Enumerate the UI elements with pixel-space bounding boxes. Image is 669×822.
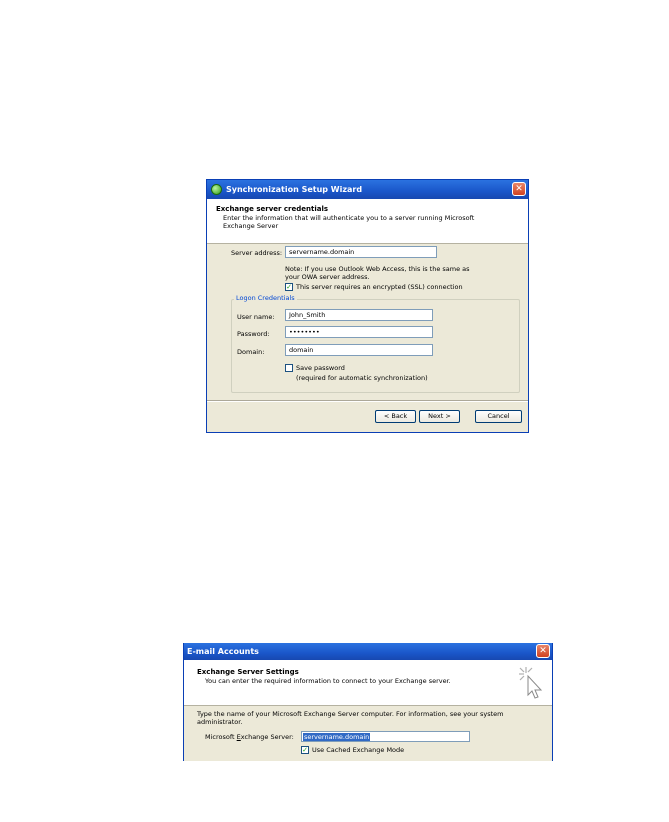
wizard-title: Synchronization Setup Wizard <box>226 185 363 194</box>
save-password-checkbox[interactable] <box>285 364 293 372</box>
cached-mode-label: Use Cached Exchange Mode <box>312 746 405 754</box>
username-label: User name: <box>237 313 275 321</box>
email-accounts-title: E-mail Accounts <box>187 647 259 656</box>
ssl-label: This server requires an encrypted (SSL) connection <box>296 283 463 291</box>
owa-note: Note: If you use Outlook Web Access, this is the same as your OWA server address. <box>285 265 470 281</box>
sync-wizard-window <box>206 179 529 433</box>
cancel-button[interactable]: Cancel <box>475 410 522 423</box>
server-address-input[interactable]: servername.domain <box>285 246 437 258</box>
cursor-sparkle-icon <box>517 665 545 701</box>
exchange-server-label: Microsoft Exchange Server: <box>205 733 294 741</box>
exchange-instructions: Type the name of your Microsoft Exchange Server computer. For information, see your system administrator. <box>197 710 504 726</box>
password-label: Password: <box>237 330 270 338</box>
ssl-checkbox[interactable]: ✓ <box>286 283 292 291</box>
email-accounts-header <box>184 660 552 706</box>
wizard-titlebar[interactable] <box>207 180 528 199</box>
domain-label: Domain: <box>237 348 265 356</box>
close-icon[interactable]: ✕ <box>536 644 550 658</box>
close-icon[interactable]: ✕ <box>512 182 526 196</box>
username-input[interactable]: John_Smith <box>285 309 433 321</box>
domain-input[interactable]: domain <box>285 344 433 356</box>
wizard-header-title: Exchange server credentials <box>216 205 329 213</box>
exchange-settings-title: Exchange Server Settings <box>197 668 299 676</box>
exchange-server-value: servername.domain <box>304 733 370 741</box>
next-button[interactable]: Next > <box>419 410 460 423</box>
back-button[interactable]: < Back <box>375 410 416 423</box>
sync-icon <box>211 184 222 195</box>
wizard-header <box>207 199 528 244</box>
email-accounts-window <box>183 643 553 761</box>
password-input[interactable]: •••••••• <box>285 326 433 338</box>
logon-credentials-title: Logon Credentials <box>236 294 295 302</box>
cached-mode-checkbox[interactable]: ✓ <box>302 746 308 754</box>
wizard-header-desc: Enter the information that will authenticate you to a server running Microsoft Exchange Server <box>223 214 475 230</box>
server-address-label: Server address: <box>231 249 283 257</box>
save-password-label: Save password <box>296 364 345 372</box>
button-separator <box>207 400 528 402</box>
exchange-server-input[interactable] <box>301 731 470 742</box>
save-password-note: (required for automatic synchronization) <box>296 374 428 382</box>
email-accounts-titlebar[interactable] <box>184 643 552 660</box>
exchange-settings-desc: You can enter the required information to connect to your Exchange server. <box>205 677 451 685</box>
